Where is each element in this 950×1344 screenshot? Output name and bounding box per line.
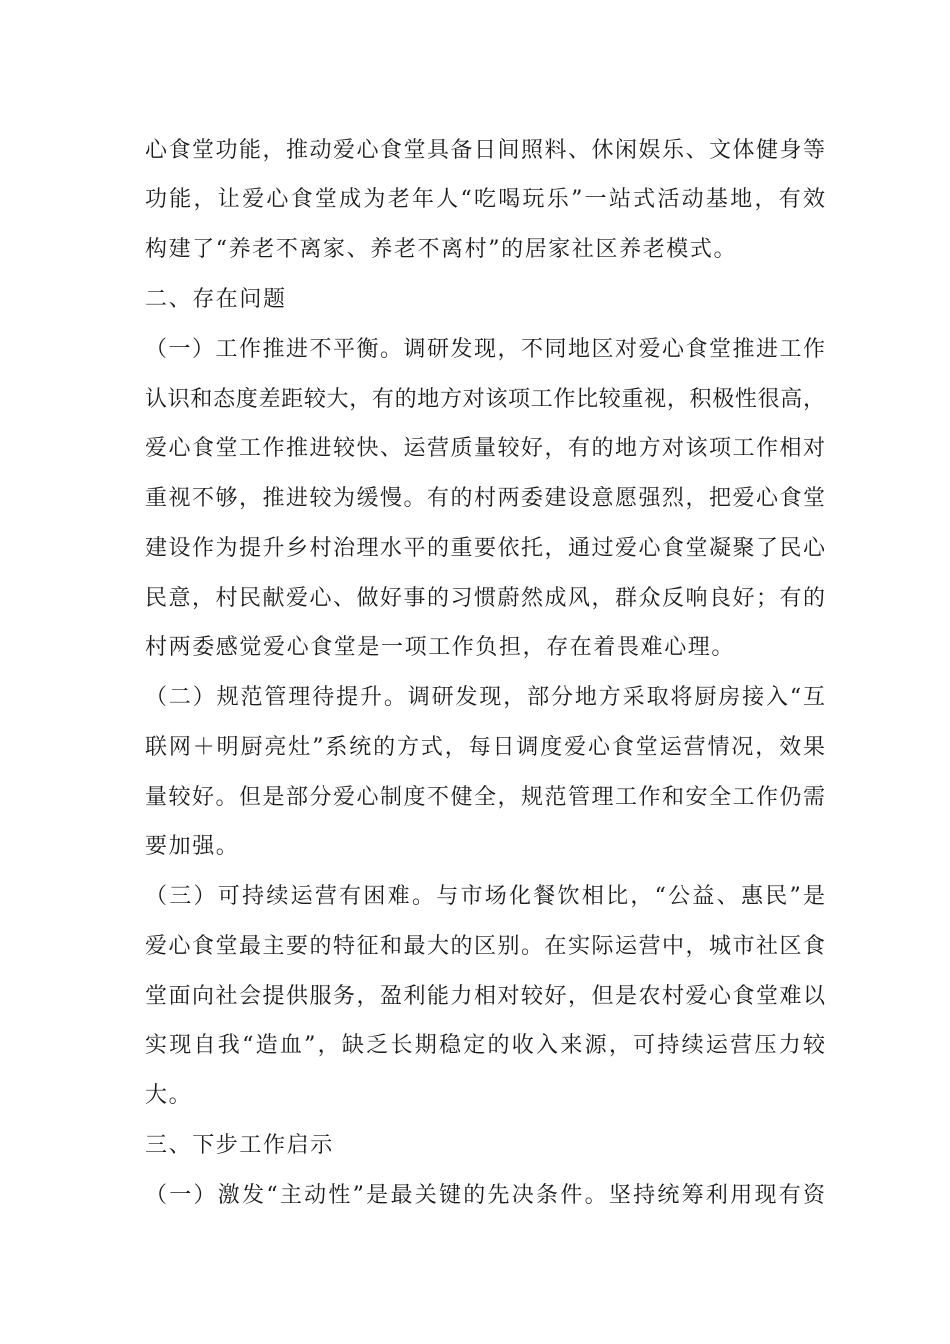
body-line-22: （一）激发“主动性”是最关键的先决条件。坚持统筹利用现有资 xyxy=(145,1183,825,1208)
body-line-2: 功能，让爱心食堂成为老年人“吃喝玩乐”一站式活动基地，有效 xyxy=(145,187,825,212)
body-line-11: 村两委感觉爱心食堂是一项工作负担，存在着畏难心理。 xyxy=(145,635,736,660)
body-line-16: （三）可持续运营有困难。与市场化餐饮相比，“公益、惠民”是 xyxy=(145,884,825,909)
section-heading-2: 二、存在问题 xyxy=(145,287,287,312)
section-heading-3: 三、下步工作启示 xyxy=(145,1133,334,1158)
body-line-14: 量较好。但是部分爱心制度不健全，规范管理工作和安全工作仍需 xyxy=(145,785,825,810)
body-line-7: 爱心食堂工作推进较快、运营质量较好，有的地方对该项工作相对 xyxy=(145,436,825,461)
body-line-18: 堂面向社会提供服务，盈利能力相对较好，但是农村爱心食堂难以 xyxy=(145,984,825,1009)
body-line-19: 实现自我“造血”，缺乏长期稳定的收入来源，可持续运营压力较 xyxy=(145,1033,825,1058)
body-line-9: 建设作为提升乡村治理水平的重要依托，通过爱心食堂凝聚了民心 xyxy=(145,536,825,561)
body-line-3: 构建了“养老不离家、养老不离村”的居家社区养老模式。 xyxy=(145,237,738,262)
body-line-12: （二）规范管理待提升。调研发现，部分地方采取将厨房接入“互 xyxy=(145,685,825,710)
body-line-10: 民意，村民献爱心、做好事的习惯蔚然成风，群众反响良好；有的 xyxy=(145,586,825,611)
body-line-20: 大。 xyxy=(145,1083,193,1108)
body-line-8: 重视不够，推进较为缓慢。有的村两委建设意愿强烈，把爱心食堂 xyxy=(145,486,825,511)
body-line-15: 要加强。 xyxy=(145,834,240,859)
body-line-5: （一）工作推进不平衡。调研发现，不同地区对爱心食堂推进工作 xyxy=(145,337,825,362)
body-line-1: 心食堂功能，推动爱心食堂具备日间照料、休闲娱乐、文体健身等 xyxy=(145,138,825,163)
body-line-13: 联网＋明厨亮灶”系统的方式，每日调度爱心食堂运营情况，效果 xyxy=(145,735,825,760)
body-line-6: 认识和态度差距较大，有的地方对该项工作比较重视，积极性很高， xyxy=(145,387,825,412)
body-line-17: 爱心食堂最主要的特征和最大的区别。在实际运营中，城市社区食 xyxy=(145,934,825,959)
